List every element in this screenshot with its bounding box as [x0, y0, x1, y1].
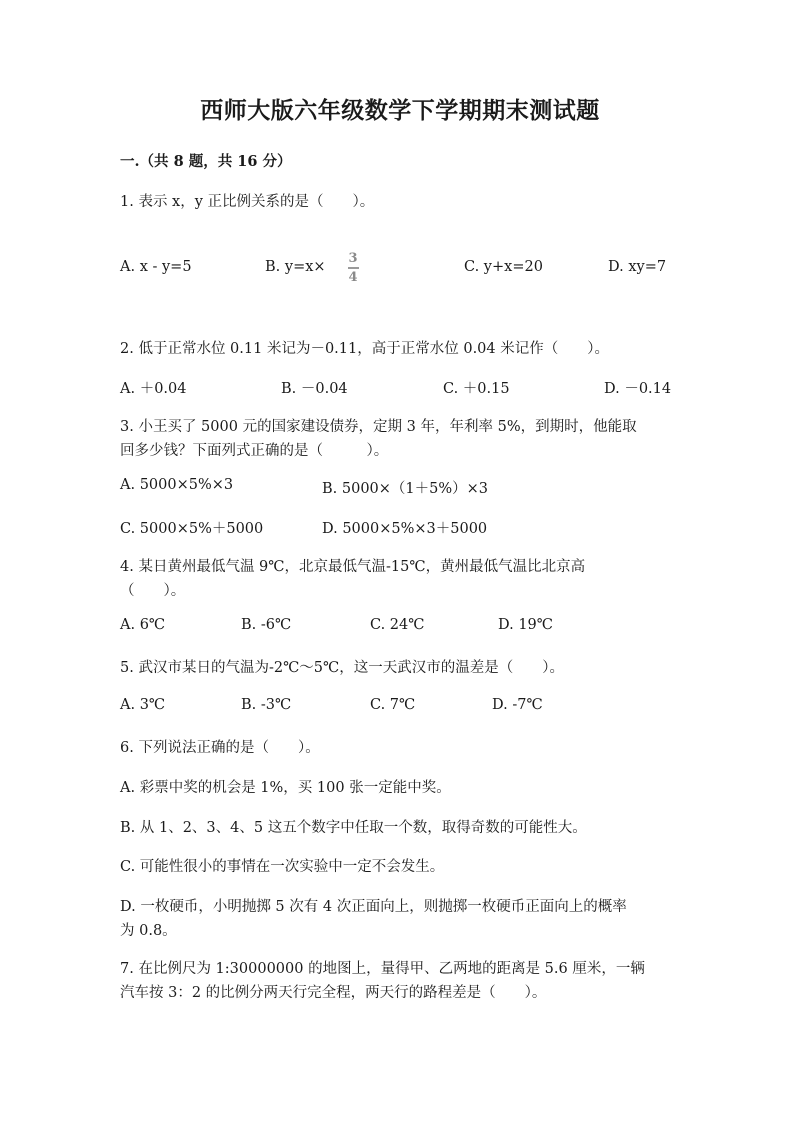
question-1-option-d: D. xy=7 — [608, 259, 667, 275]
question-2-option-c: C. ＋0.15 — [443, 381, 510, 397]
question-2-option-a: A. ＋0.04 — [120, 381, 187, 397]
fraction-three-quarters — [346, 251, 360, 285]
question-5-option-c: C. 7℃ — [370, 697, 416, 713]
question-1-option-c: C. y+x=20 — [464, 259, 543, 275]
question-1-stem: 1. 表示 x，y 正比例关系的是（ ）。 — [120, 194, 375, 210]
question-3-option-d: D. 5000×5%×3＋5000 — [322, 521, 488, 537]
question-4-option-c: C. 24℃ — [370, 617, 425, 633]
question-3-option-a: A. 5000×5%×3 — [120, 477, 234, 493]
question-6-option-b: B. 从 1、2、3、4、5 这五个数字中任取一个数，取得奇数的可能性大。 — [120, 820, 587, 836]
question-2-option-b: B. －0.04 — [281, 381, 348, 397]
question-2-stem: 2. 低于正常水位 0.11 米记为－0.11，高于正常水位 0.04 米记作（ ）。 — [120, 341, 609, 357]
question-7-stem-line-2: 汽车按 3：2 的比例分两天行完全程，两天行的路程差是（ ）。 — [120, 985, 547, 1001]
question-5-stem: 5. 武汉市某日的气温为-2℃～5℃，这一天武汉市的温差是（ ）。 — [120, 660, 564, 676]
question-7-stem-line-1: 7. 在比例尺为 1:30000000 的地图上，量得甲、乙两地的距离是 5.6 厘米，一辆 — [120, 961, 645, 977]
question-6-stem: 6. 下列说法正确的是（ ）。 — [120, 740, 320, 756]
question-6-option-a: A. 彩票中奖的机会是 1%，买 100 张一定能中奖。 — [120, 780, 451, 796]
question-2-option-d: D. －0.14 — [604, 381, 672, 397]
question-5-option-b: B. -3℃ — [241, 697, 292, 713]
fraction-denominator: 4 — [348, 269, 358, 285]
question-4-option-a: A. 6℃ — [120, 617, 166, 633]
question-4-stem-line-1: 4. 某日黄州最低气温 9℃，北京最低气温-15℃，黄州最低气温比北京高 — [120, 559, 586, 575]
page-title: 西师大版六年级数学下学期期末测试题 — [200, 97, 600, 124]
fraction-numerator: 3 — [348, 251, 358, 266]
question-3-stem-line-2: 回多少钱？下面列式正确的是（ ）。 — [120, 443, 389, 459]
question-6-option-d-line-1: D. 一枚硬币，小明抛掷 5 次有 4 次正面向上，则抛掷一枚硬币正面向上的概率 — [120, 899, 627, 915]
question-4-option-d: D. 19℃ — [498, 617, 553, 633]
question-5-option-d: D. -7℃ — [492, 697, 543, 713]
fraction-bar — [348, 267, 359, 269]
question-3-option-b: B. 5000×（1＋5%）×3 — [322, 481, 489, 497]
question-1-option-a: A. x - y=5 — [120, 259, 192, 275]
question-4-option-b: B. -6℃ — [241, 617, 292, 633]
question-6-option-d-line-2: 为 0.8。 — [120, 923, 177, 939]
question-5-option-a: A. 3℃ — [120, 697, 166, 713]
question-1-option-b: B. y=x× — [265, 259, 326, 275]
question-4-stem-line-2: （ ）。 — [120, 583, 186, 599]
question-6-option-c: C. 可能性很小的事情在一次实验中一定不会发生。 — [120, 859, 445, 875]
section-heading: 一.（共 8 题，共 16 分） — [120, 153, 292, 170]
question-3-option-c: C. 5000×5%＋5000 — [120, 521, 264, 537]
question-3-stem-line-1: 3. 小王买了 5000 元的国家建设债券，定期 3 年，年利率 5%，到期时，他能取 — [120, 419, 637, 435]
